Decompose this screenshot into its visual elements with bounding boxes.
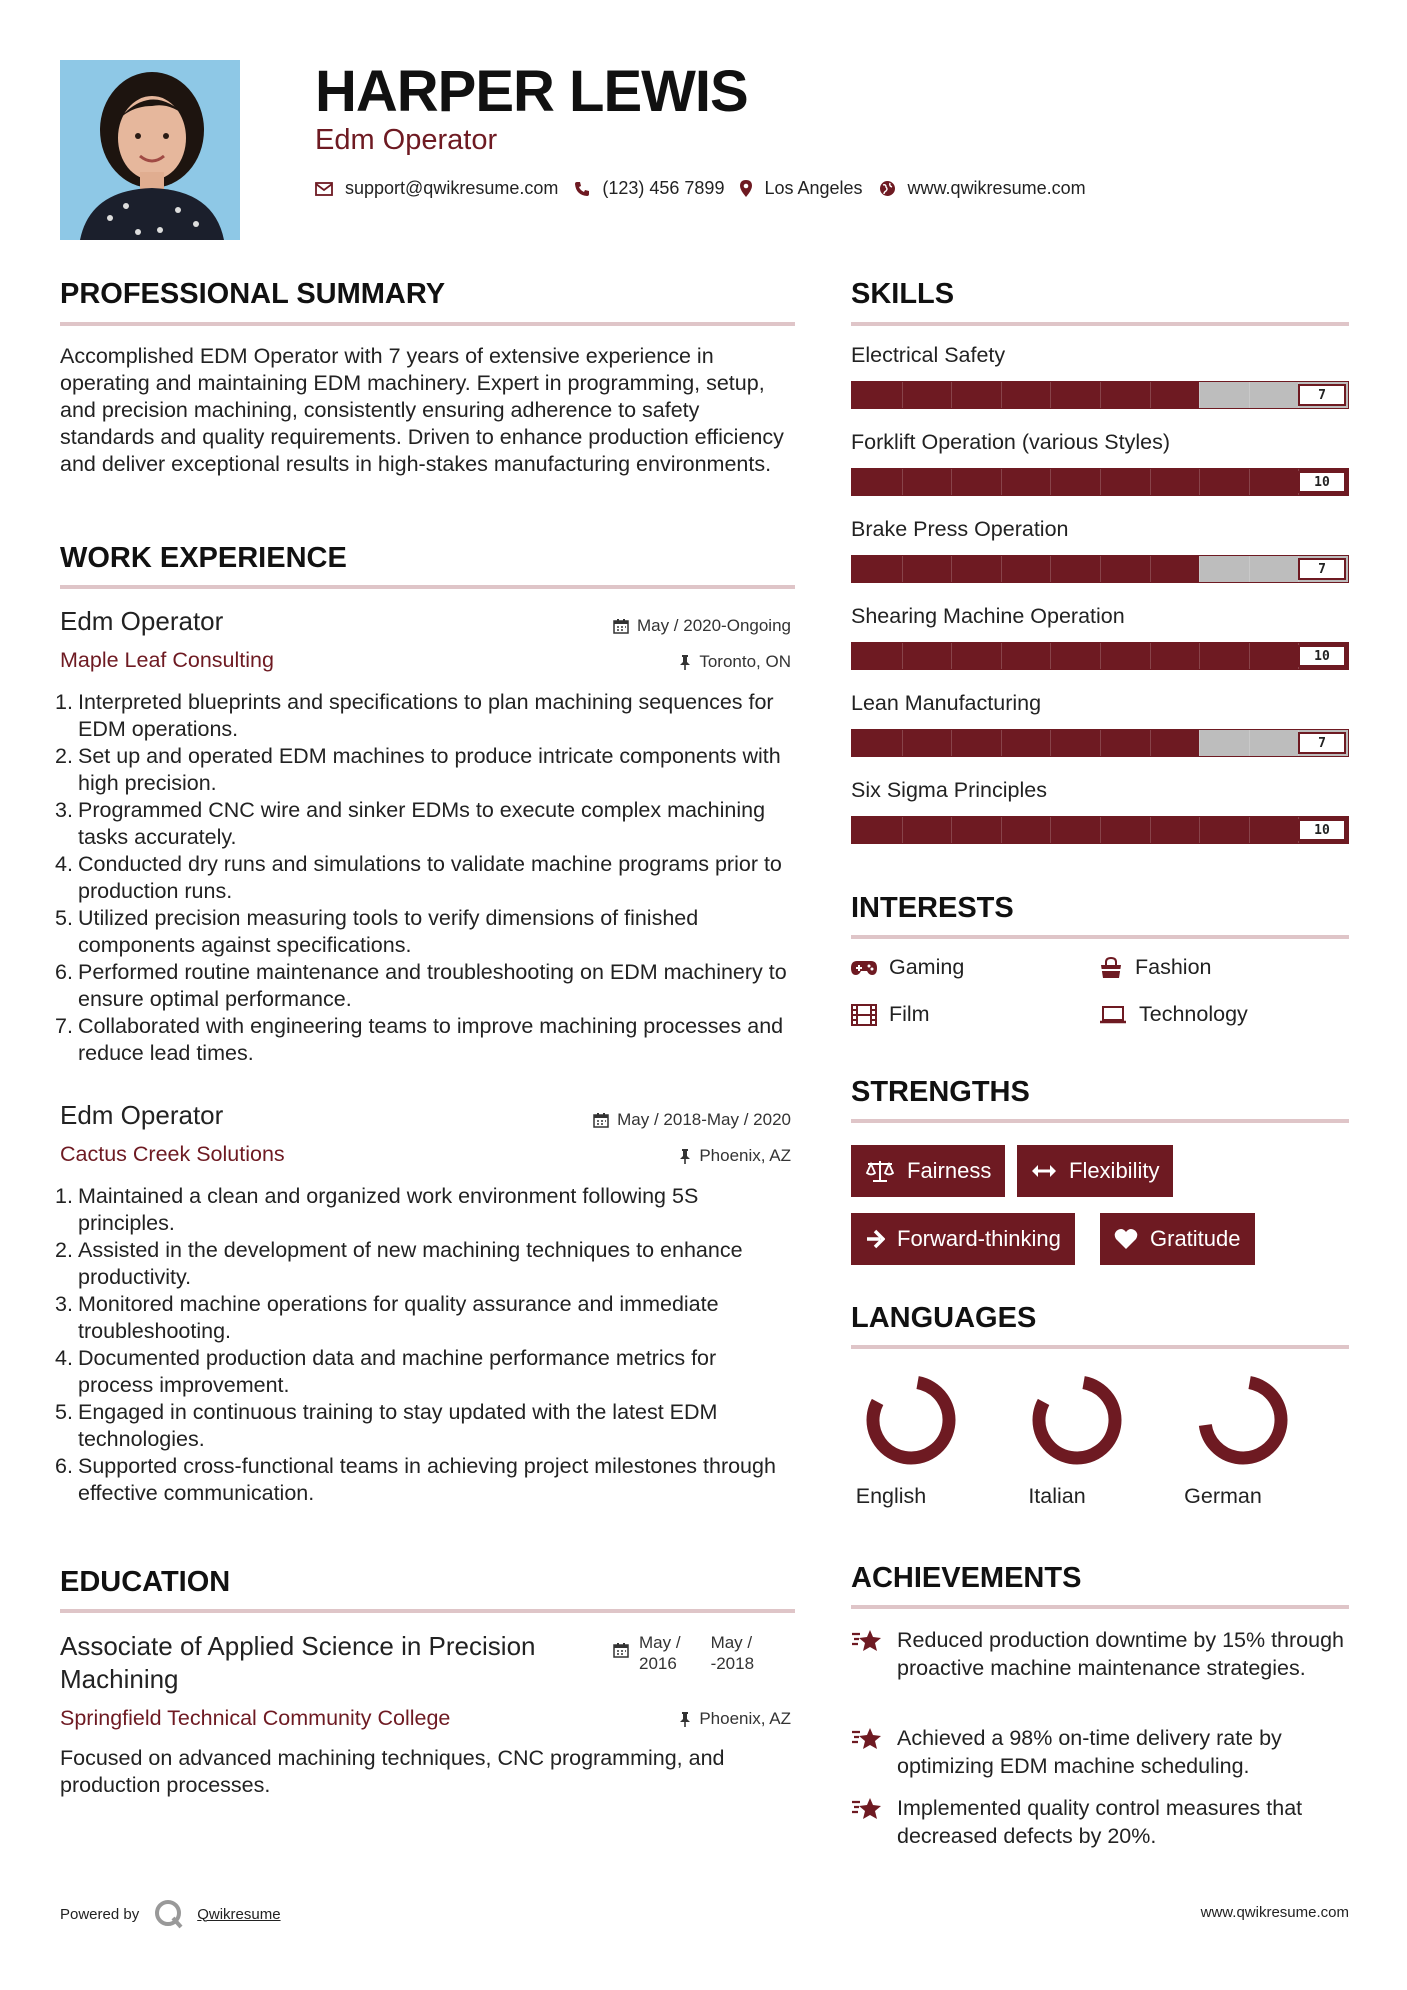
- skill-bar-segment: [1150, 382, 1151, 408]
- list-item: 3. Programmed CNC wire and sinker EDMs to execute complex machining tasks accurately.: [55, 798, 766, 849]
- job-dates-text: May / 2020-Ongoing: [636, 616, 791, 635]
- skill-bar-segment: [1199, 817, 1200, 843]
- profile-photo: [60, 60, 240, 240]
- skill-bar-segment: [951, 382, 952, 408]
- language-level-ring: [1027, 1370, 1127, 1470]
- language-label: Italian: [1028, 1484, 1086, 1508]
- strength-label: Gratitude: [1150, 1226, 1241, 1251]
- job-dates: [593, 1110, 791, 1130]
- skill-bar-segment: [902, 817, 903, 843]
- strengths-heading: STRENGTHS: [851, 1076, 1030, 1108]
- balance-scale-icon: [865, 1160, 895, 1182]
- skill-bar-segment: [1249, 730, 1250, 756]
- skill-bar-segment: [1100, 382, 1101, 408]
- star-badge-icon: [851, 1796, 883, 1822]
- education-dates: [613, 1632, 754, 1674]
- skill-bar-segment: [1199, 556, 1200, 582]
- laptop-icon: [1099, 1006, 1127, 1024]
- skill-value: 10: [1298, 471, 1346, 493]
- skill-name: Brake Press Operation: [851, 517, 1069, 541]
- skill-bar-segment: [951, 556, 952, 582]
- pin-icon: [679, 1148, 691, 1164]
- skill-bar-segment: [1150, 469, 1151, 495]
- job-location-text: Phoenix, AZ: [699, 1146, 791, 1165]
- achievement-text: Reduced production downtime by 15% through proactive machine maintenance strategies.: [897, 1628, 1345, 1680]
- list-item: 4. Conducted dry runs and simulations to validate machine programs prior to production runs.: [55, 852, 782, 903]
- job-dates: [613, 616, 791, 636]
- skill-bar-segment: [902, 730, 903, 756]
- strength-label: Flexibility: [1069, 1158, 1160, 1183]
- gamepad-icon: [851, 960, 877, 976]
- education-divider: [60, 1609, 795, 1613]
- phone-text: (123) 456 7899: [602, 178, 725, 198]
- job-dates-text: May / 2018-May / 2020: [617, 1110, 791, 1129]
- achievements-heading: ACHIEVEMENTS: [851, 1562, 1082, 1594]
- education-location: [679, 1709, 791, 1729]
- candidate-title: Edm Operator: [315, 124, 498, 156]
- skills-heading: SKILLS: [851, 278, 955, 310]
- arrows-horizontal-icon: [1031, 1164, 1057, 1178]
- skill-bar-segment: [951, 469, 952, 495]
- strength-label: Fairness: [907, 1158, 992, 1183]
- skill-bar-segment: [902, 556, 903, 582]
- language-level-arc: [867, 1376, 955, 1464]
- list-item: 5. Engaged in continuous training to stay updated with the latest EDM technologies.: [55, 1400, 718, 1451]
- language-level-arc: [1033, 1376, 1121, 1464]
- skill-bar-fill: [852, 556, 1199, 582]
- achievement-text: Achieved a 98% on-time delivery rate by optimizing EDM machine scheduling.: [897, 1726, 1282, 1778]
- list-item: 2. Set up and operated EDM machines to produce intricate components with high precision.: [55, 744, 781, 795]
- strength-badge: [1017, 1145, 1173, 1197]
- summary-divider: [60, 322, 795, 326]
- skill-bar-segment: [1050, 817, 1051, 843]
- job-company: Cactus Creek Solutions: [60, 1142, 285, 1166]
- strengths-divider: [851, 1119, 1349, 1123]
- interest-item: [1099, 955, 1212, 980]
- contact-location: [740, 178, 862, 199]
- education-end: May / -2018: [710, 1633, 755, 1673]
- map-marker-icon: [740, 180, 752, 197]
- skill-bar-segment: [951, 643, 952, 669]
- list-item: 5. Utilized precision measuring tools to verify dimensions of finished components against specifications.: [55, 906, 699, 957]
- skill-value: 7: [1298, 558, 1346, 580]
- candidate-name: HARPER LEWIS: [315, 59, 748, 124]
- skill-value: 10: [1298, 645, 1346, 667]
- skill-bar-segment: [1249, 643, 1250, 669]
- language-label: English: [855, 1484, 927, 1508]
- achievement-item: [851, 1724, 1351, 1780]
- email-text: support@qwikresume.com: [345, 178, 559, 198]
- job-title: Edm Operator: [60, 1100, 224, 1130]
- skill-bar-segment: [1100, 643, 1101, 669]
- skill-bar-segment: [1199, 382, 1200, 408]
- skill-bar-segment: [1001, 643, 1002, 669]
- skill-bar-segment: [1050, 730, 1051, 756]
- language-item: [851, 1370, 971, 1475]
- contact-phone[interactable]: [574, 178, 724, 199]
- job-title: Edm Operator: [60, 606, 224, 636]
- skill-bar: [851, 468, 1349, 496]
- skill-bar-segment: [1001, 817, 1002, 843]
- list-item: 3. Monitored machine operations for quality assurance and immediate troubleshooting.: [55, 1292, 719, 1343]
- footer-url[interactable]: www.qwikresume.com: [1200, 1904, 1349, 1921]
- skill-bar-segment: [1050, 382, 1051, 408]
- arrow-right-icon: [865, 1229, 885, 1249]
- education-school: Springfield Technical Community College: [60, 1706, 451, 1730]
- skill-bar-segment: [1100, 730, 1101, 756]
- qwikresume-link[interactable]: Qwikresume: [197, 1905, 281, 1923]
- language-level-ring: [861, 1370, 961, 1470]
- achievements-divider: [851, 1605, 1349, 1609]
- skill-bar-segment: [1100, 817, 1101, 843]
- globe-icon: [879, 180, 896, 197]
- location-text: Los Angeles: [764, 178, 863, 198]
- skill-bar: [851, 555, 1349, 583]
- achievement-item: [851, 1626, 1351, 1682]
- language-level-arc: [1199, 1376, 1287, 1464]
- education-description: Focused on advanced machining techniques, CNC programming, and production processes.: [60, 1746, 725, 1797]
- skill-bar-segment: [1050, 643, 1051, 669]
- skill-name: Forklift Operation (various Styles): [851, 430, 1171, 454]
- skill-bar-segment: [1199, 469, 1200, 495]
- skill-bar-segment: [951, 730, 952, 756]
- skill-bar-segment: [1100, 556, 1101, 582]
- summary-heading: PROFESSIONAL SUMMARY: [60, 278, 446, 310]
- skill-bar-segment: [902, 469, 903, 495]
- job-location: [679, 1146, 791, 1166]
- list-item: 2. Assisted in the development of new machining techniques to enhance productivity.: [55, 1238, 743, 1289]
- list-item: 1. Interpreted blueprints and specifications to plan machining sequences for EDM operations.: [55, 690, 774, 741]
- skill-name: Shearing Machine Operation: [851, 604, 1125, 628]
- skill-bar-segment: [1100, 469, 1101, 495]
- skill-bar-segment: [1150, 730, 1151, 756]
- job-company: Maple Leaf Consulting: [60, 648, 274, 672]
- pin-icon: [679, 654, 691, 670]
- language-level-ring: [1193, 1370, 1293, 1470]
- list-item: 1. Maintained a clean and organized work environment following 5S principles.: [55, 1184, 699, 1235]
- skill-bar-segment: [1150, 643, 1151, 669]
- qwikresume-logo-icon: [153, 1898, 185, 1930]
- list-item: 7. Collaborated with engineering teams to improve machining processes and reduce lead times.: [55, 1014, 784, 1065]
- interest-item: [1099, 1002, 1248, 1027]
- calendar-icon: [593, 1112, 609, 1128]
- strength-badge: [851, 1145, 1005, 1197]
- skill-bar: [851, 381, 1349, 409]
- strength-badge: [1100, 1213, 1255, 1265]
- skill-bar-segment: [1249, 817, 1250, 843]
- interest-label: Film: [889, 1002, 930, 1026]
- skill-bar-segment: [1199, 643, 1200, 669]
- skill-bar: [851, 729, 1349, 757]
- strength-label: Forward-thinking: [897, 1226, 1061, 1251]
- job-location-text: Toronto, ON: [699, 652, 791, 671]
- calendar-icon: [613, 1642, 629, 1658]
- skill-name: Lean Manufacturing: [851, 691, 1042, 715]
- skill-bar: [851, 816, 1349, 844]
- phone-icon: [574, 181, 590, 197]
- strength-badge: [851, 1213, 1075, 1265]
- language-item: [1017, 1370, 1137, 1475]
- skill-bar-segment: [1001, 469, 1002, 495]
- job-responsibilities: [55, 1183, 797, 1507]
- interests-heading: INTERESTS: [851, 892, 1014, 924]
- experience-heading: WORK EXPERIENCE: [60, 542, 347, 574]
- job-location: [679, 652, 791, 672]
- skill-bar-segment: [1050, 556, 1051, 582]
- summary-text: Accomplished EDM Operator with 7 years of extensive experience in operating and maintaining EDM machinery. Expert in programming, setup, and precision machining, consistently ensuring adherence to safety standards and quality requirements. Driven to enhance production efficiency and deliver exceptional results in high-stakes manufacturing environments.: [60, 344, 784, 476]
- skill-value: 10: [1298, 819, 1346, 841]
- pin-icon: [679, 1711, 691, 1727]
- contact-bar: [315, 178, 1102, 199]
- interest-item: [851, 1002, 930, 1027]
- skill-bar-segment: [1249, 382, 1250, 408]
- language-label: German: [1184, 1484, 1262, 1508]
- list-item: 4. Documented production data and machine performance metrics for process improvement.: [55, 1346, 717, 1397]
- powered-by-text: Powered by: [60, 1905, 140, 1923]
- film-icon: [851, 1004, 877, 1026]
- star-badge-icon: [851, 1726, 883, 1752]
- interest-label: Technology: [1139, 1002, 1248, 1026]
- education-start: May / 2016: [639, 1633, 681, 1673]
- star-badge-icon: [851, 1628, 883, 1654]
- skill-name: Electrical Safety: [851, 343, 1006, 367]
- languages-heading: LANGUAGES: [851, 1302, 1037, 1334]
- skill-bar-segment: [1150, 817, 1151, 843]
- skill-bar-segment: [1001, 382, 1002, 408]
- interests-divider: [851, 935, 1349, 939]
- achievement-item: [851, 1794, 1351, 1850]
- calendar-icon: [613, 618, 629, 634]
- achievement-text: Implemented quality control measures that decreased defects by 20%.: [897, 1796, 1303, 1848]
- skill-bar-segment: [902, 382, 903, 408]
- skill-bar-segment: [1050, 469, 1051, 495]
- skill-bar-segment: [1249, 469, 1250, 495]
- list-item: 6. Supported cross-functional teams in achieving project milestones through effective communication.: [55, 1454, 776, 1505]
- interest-label: Fashion: [1135, 955, 1212, 979]
- interest-item: [851, 955, 964, 980]
- contact-website[interactable]: [879, 178, 1086, 199]
- language-item: [1183, 1370, 1303, 1475]
- skill-value: 7: [1298, 384, 1346, 406]
- skills-divider: [851, 322, 1349, 326]
- skill-bar-segment: [951, 817, 952, 843]
- skill-bar-segment: [1249, 556, 1250, 582]
- skill-bar-segment: [1001, 556, 1002, 582]
- skill-bar-segment: [1001, 730, 1002, 756]
- education-degree: Associate of Applied Science in Precision Machining: [60, 1631, 536, 1694]
- shopping-bag-icon: [1099, 957, 1123, 979]
- experience-divider: [60, 585, 795, 589]
- languages-divider: [851, 1345, 1349, 1349]
- envelope-icon: [315, 182, 333, 196]
- education-heading: EDUCATION: [60, 1566, 231, 1598]
- skill-bar-segment: [1150, 556, 1151, 582]
- footer-branding: [60, 1898, 281, 1930]
- list-item: 6. Performed routine maintenance and troubleshooting on EDM machinery to ensure optimal performance.: [55, 960, 787, 1011]
- interest-label: Gaming: [889, 955, 965, 979]
- skill-name: Six Sigma Principles: [851, 778, 1047, 802]
- contact-email[interactable]: [315, 178, 558, 199]
- job-responsibilities: [55, 689, 797, 1067]
- skill-bar-segment: [1199, 730, 1200, 756]
- heart-icon: [1114, 1228, 1138, 1250]
- skill-bar-segment: [902, 643, 903, 669]
- skill-value: 7: [1298, 732, 1346, 754]
- skill-bar-fill: [852, 730, 1199, 756]
- skill-bar-fill: [852, 382, 1199, 408]
- skill-bar: [851, 642, 1349, 670]
- education-location-text: Phoenix, AZ: [699, 1709, 791, 1728]
- website-text: www.qwikresume.com: [907, 178, 1086, 198]
